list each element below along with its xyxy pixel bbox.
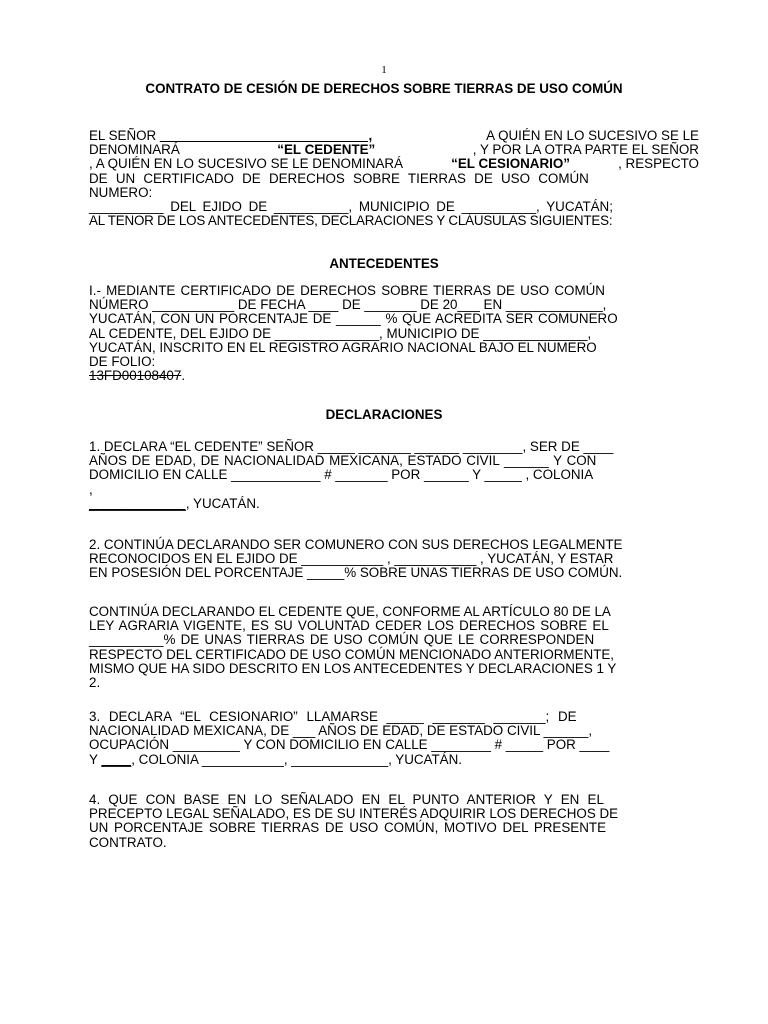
antecedentes-line-6: DE FOLIO: (89, 354, 156, 370)
antecedentes-line-5: YUCATÁN, INSCRITO EN EL REGISTRO AGRARIO NACIONAL BAJO EL NUMERO (89, 339, 597, 355)
intro-line-7: AL TENOR DE LOS ANTECEDENTES, DECLARACIONES Y CLÁUSULAS SIGUIENTES: (89, 213, 613, 229)
intro-text: DENOMINARÁ (89, 142, 180, 158)
antecedentes-line-1: I.- MEDIANTE CERTIFICADO DE DERECHOS SOBRE TIERRAS DE USO COMÚN (89, 283, 605, 298)
intro-text: EL SEÑOR (89, 128, 160, 143)
intro-line-5: NUMERO: (89, 184, 153, 200)
intro-text: , A QUIÉN EN LO SUCESIVO SE LE DENOMINARÁ (89, 156, 404, 172)
declaraciones-heading: DECLARACIONES (325, 407, 443, 422)
declaracion-5-line-4: CONTRATO. (89, 834, 167, 850)
declaracion-4-line-2: NACIONALIDAD MEXICANA, DE ___ AÑOS DE EDAD, DE ESTADO CIVIL ______, (89, 723, 593, 739)
numero-blank: ____, (101, 751, 135, 767)
declaracion-3-line-3: __________% DE UNAS TIERRAS DE USO COMÚN QUE LE CORRESPONDEN (89, 632, 595, 648)
declaracion-1-line-4: , (89, 481, 93, 497)
antecedentes-line-4: AL CEDENTE, DEL EJIDO DE ______________, MUNICIPIO DE ______________, (89, 325, 592, 341)
antecedentes-line-7: 13FD00108407. (89, 368, 186, 384)
declaracion-2-line-1: 2. CONTINÚA DECLARANDO SER COMUNERO CON SUS DERECHOS LEGALMENTE (89, 537, 623, 552)
intro-line-4: DE UN CERTIFICADO DE DERECHOS SOBRE TIERRAS DE USO COMÚN (89, 170, 589, 186)
cedente-label: “EL CEDENTE” (277, 142, 376, 158)
intro-line-1 (89, 129, 699, 143)
municipio-blank: _____________, (89, 495, 190, 511)
document-title: CONTRATO DE CESIÓN DE DERECHOS SOBRE TIERRAS DE USO COMÚN (145, 81, 623, 96)
declaracion-2 (89, 538, 699, 581)
declaracion-3-line-2: LEY AGRARIA VIGENTE, ES SU VOLUNTAD CEDER LOS DERECHOS SOBRE EL (89, 618, 609, 634)
declaracion-1 (89, 440, 699, 511)
declaracion-3-line-5: MISMO QUE HA SIDO DESCRITO EN LOS ANTECEDENTES Y DECLARACIONES 1 Y (89, 660, 617, 676)
declaracion-5-line-3: UN PORCENTAJE SOBRE TIERRAS DE USO COMÚN, MOTIVO DEL PRESENTE (89, 820, 606, 836)
intro-line-6: __________ DEL EJIDO DE __________, MUNICIPIO DE __________, YUCATÁN; (89, 199, 613, 215)
declaracion-1-line-5: _____________, YUCATÁN. (89, 495, 260, 511)
declaracion-1-line-1: 1. DECLARA “EL CEDENTE” SEÑOR _____ _______ ______ ________, SER DE ____ (89, 439, 614, 454)
declaracion-3 (89, 710, 699, 767)
intro-line-3 (89, 157, 699, 171)
declaracion-1-line-3: DOMICILIO EN CALLE ____________ # _______ POR ______ Y _____ , COLONIA (89, 467, 594, 483)
intro-text: , Y POR LA OTRA PARTE EL SEÑOR (472, 142, 699, 158)
declaracion-4 (89, 793, 699, 850)
declaracion-4-line-4: Y ____, COLONIA ___________, _____________, YUCATÁN. (89, 751, 462, 767)
declaracion-3-line-6: 2. (89, 675, 101, 691)
declaracion-cedente-continua (89, 605, 699, 690)
declaracion-5-line-2: PRECEPTO LEGAL SEÑALADO, ES DE SU INTERÉS ADQUIRIR LOS DERECHOS DE (89, 806, 619, 822)
declaracion-1-line-2: AÑOS DE EDAD, DE NACIONALIDAD MEXICANA, ESTADO CIVIL ______ Y CON (89, 453, 597, 469)
intro-paragraph (89, 129, 699, 228)
antecedentes-paragraph (89, 284, 699, 383)
declaracion-4-line-3: OCUPACIÓN _________ Y CON DOMICILIO EN CALLE ________ # _____ POR ____ (89, 737, 610, 753)
page-number: 1 (381, 64, 387, 76)
antecedentes-line-3: YUCATÁN, CON UN PORCENTAJE DE ______ % QUE ACREDITA SER COMUNERO (89, 311, 618, 327)
declaracion-2-line-2: RECONOCIDOS EN EL EJIDO DE ___________ , ___________ , YUCATÁN, Y ESTAR (89, 551, 614, 567)
declaracion-3-line-4: RESPECTO DEL CERTIFICADO DE USO COMÚN MENCIONADO ANTERIORMENTE, (89, 646, 615, 662)
intro-text: , RESPECTO (618, 156, 699, 172)
intro-line-2 (89, 143, 699, 157)
declaracion-2-line-3: EN POSESIÓN DEL PORCENTAJE _____% SOBRE UNAS TIERRAS DE USO COMÚN. (89, 565, 623, 581)
cedente-name-blank: ______ ______ ______ ________ , (159, 128, 373, 143)
intro-text: A QUIÉN EN LO SUCESIVO SE LE (486, 128, 699, 143)
antecedentes-line-2: NÚMERO ___________ DE FECHA ____ DE _______ DE 20___ EN _____________, (89, 297, 607, 313)
declaracion-4-line-1: 3. DECLARA “EL CESIONARIO” LLAMARSE _____ _______ _______; DE (89, 709, 577, 724)
cesionario-label: “EL CESIONARIO” (451, 156, 570, 172)
antecedentes-heading: ANTECEDENTES (329, 256, 439, 271)
folio-number: 13FD00108407 (89, 368, 182, 384)
declaracion-5-line-1: 4. QUE CON BASE EN LO SEÑALADO EN EL PUNTO ANTERIOR Y EN EL (89, 792, 604, 807)
declaracion-3-line-1: CONTINÚA DECLARANDO EL CEDENTE QUE, CONFORME AL ARTÍCULO 80 DE LA (89, 604, 611, 619)
